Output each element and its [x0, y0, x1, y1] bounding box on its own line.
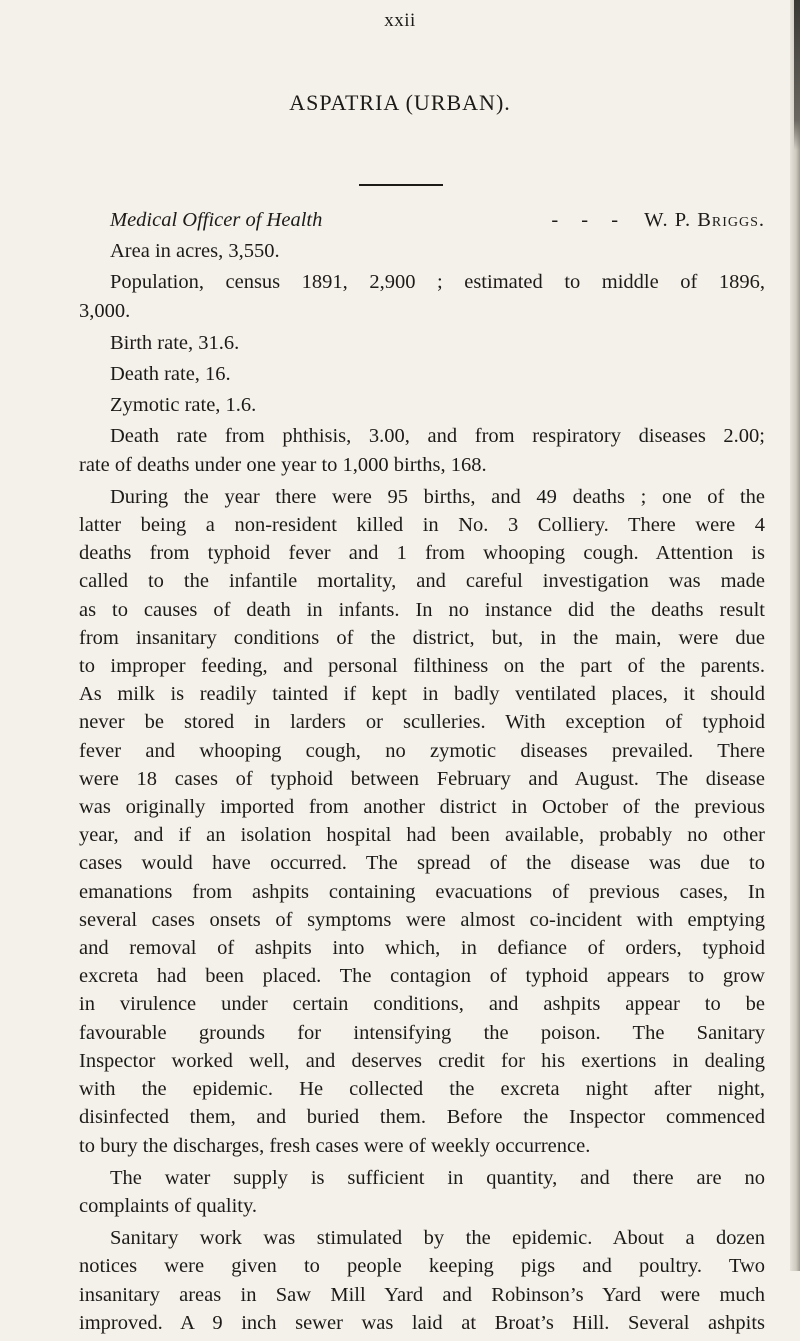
paragraph-line: disinfected them, and buried them. Before the Inspector commenced — [79, 1106, 765, 1129]
paragraph-line: deaths from typhoid fever and 1 from whooping cough. Attention is — [79, 542, 765, 565]
officer-label: Medical Officer of Health — [110, 209, 323, 231]
paragraph-line: favourable grounds for intensifying the poison. The Sanitary — [79, 1021, 765, 1044]
report-body — [79, 206, 765, 1341]
paragraph-line: Sanitary work was stimulated by the epidemic. About a dozen — [110, 1227, 765, 1250]
phthisis-line: rate of deaths under one year to 1,000 births, 168. — [79, 453, 487, 476]
paragraph-line: As milk is readily tainted if kept in badly ventilated places, it should — [79, 683, 765, 706]
paragraph-line: with the epidemic. He collected the excreta night after night, — [79, 1078, 765, 1101]
stat-birth-rate: Birth rate, 31.6. — [110, 331, 240, 354]
page-number: xxii — [384, 10, 416, 31]
paragraph-line: notices were given to people keeping pigs and poultry. Two — [79, 1255, 765, 1278]
paragraph-line: from insanitary conditions of the district, but, in the main, were due — [79, 626, 765, 649]
water-paragraph — [79, 1164, 765, 1220]
paragraph-line: insanitary areas in Saw Mill Yard and Robinson’s Yard were much — [79, 1283, 765, 1306]
paragraph-line: improved. A 9 inch sewer was laid at Broat’s Hill. Several ashpits — [79, 1311, 765, 1334]
page-edge-shadow — [790, 0, 800, 1271]
district-title: ASPATRIA (URBAN). — [289, 90, 511, 115]
paragraph-line: year, and if an isolation hospital had been available, probably no other — [79, 824, 765, 847]
paragraph-line: as to causes of death in infants. In no instance did the deaths result — [79, 598, 765, 621]
paragraph-line: called to the infantile mortality, and careful investigation was made — [79, 570, 765, 593]
stat-zymotic-rate: Zymotic rate, 1.6. — [110, 394, 257, 417]
officer-name: W. P. Briggs. — [644, 209, 765, 231]
paragraph-line: to improper feeding, and personal filthiness on the part of the parents. — [79, 655, 765, 678]
phthisis-line: Death rate from phthisis, 3.00, and from respiratory diseases 2.00; — [110, 425, 765, 448]
stat-death-rate: Death rate, 16. — [110, 363, 231, 386]
paragraph-line: several cases onsets of symptoms were almost co-incident with emptying — [79, 908, 765, 931]
paragraph-line: complaints of quality. — [79, 1194, 258, 1217]
paragraph-line: excreta had been placed. The contagion of typhoid appears to grow — [79, 965, 765, 988]
phthisis-paragraph — [79, 422, 765, 478]
population-line: Population, census 1891, 2,900 ; estimated to middle of 1896, — [110, 271, 765, 294]
population-paragraph — [79, 268, 765, 324]
paragraph-line: The water supply is sufficient in quantity, and there are no — [110, 1166, 765, 1189]
paragraph-line: to bury the discharges, fresh cases were of weekly occurrence. — [79, 1134, 591, 1157]
paragraph-line: latter being a non-resident killed in No. 3 Colliery. There were 4 — [79, 514, 765, 537]
paragraph-line: in virulence under certain conditions, and ashpits appear to be — [79, 993, 765, 1016]
stat-area: Area in acres, 3,550. — [110, 240, 280, 263]
sanitary-paragraph — [79, 1224, 765, 1337]
paragraph-line: was originally imported from another district in October of the previous — [79, 796, 765, 819]
title-divider — [359, 184, 443, 186]
paragraph-line: During the year there were 95 births, and 49 deaths ; one of the — [110, 485, 765, 508]
paragraph-line: never be stored in larders or sculleries. With exception of typhoid — [79, 711, 765, 734]
population-line: 3,000. — [79, 299, 131, 322]
paragraph-line: and removal of ashpits into which, in defiance of orders, typhoid — [79, 937, 765, 960]
paragraph-line: emanations from ashpits containing evacuations of previous cases, In — [79, 880, 765, 903]
paragraph-line: were 18 cases of typhoid between February and August. The disease — [79, 767, 765, 790]
officer-row — [79, 206, 765, 234]
paragraph-line: Inspector worked well, and deserves credit for his exertions in dealing — [79, 1049, 765, 1072]
officer-dashes: - - - — [551, 209, 619, 231]
paragraph-line: cases would have occurred. The spread of the disease was due to — [79, 852, 765, 875]
paragraph-line: fever and whooping cough, no zymotic diseases prevailed. There — [79, 739, 765, 762]
epidemic-paragraph — [79, 483, 765, 1160]
